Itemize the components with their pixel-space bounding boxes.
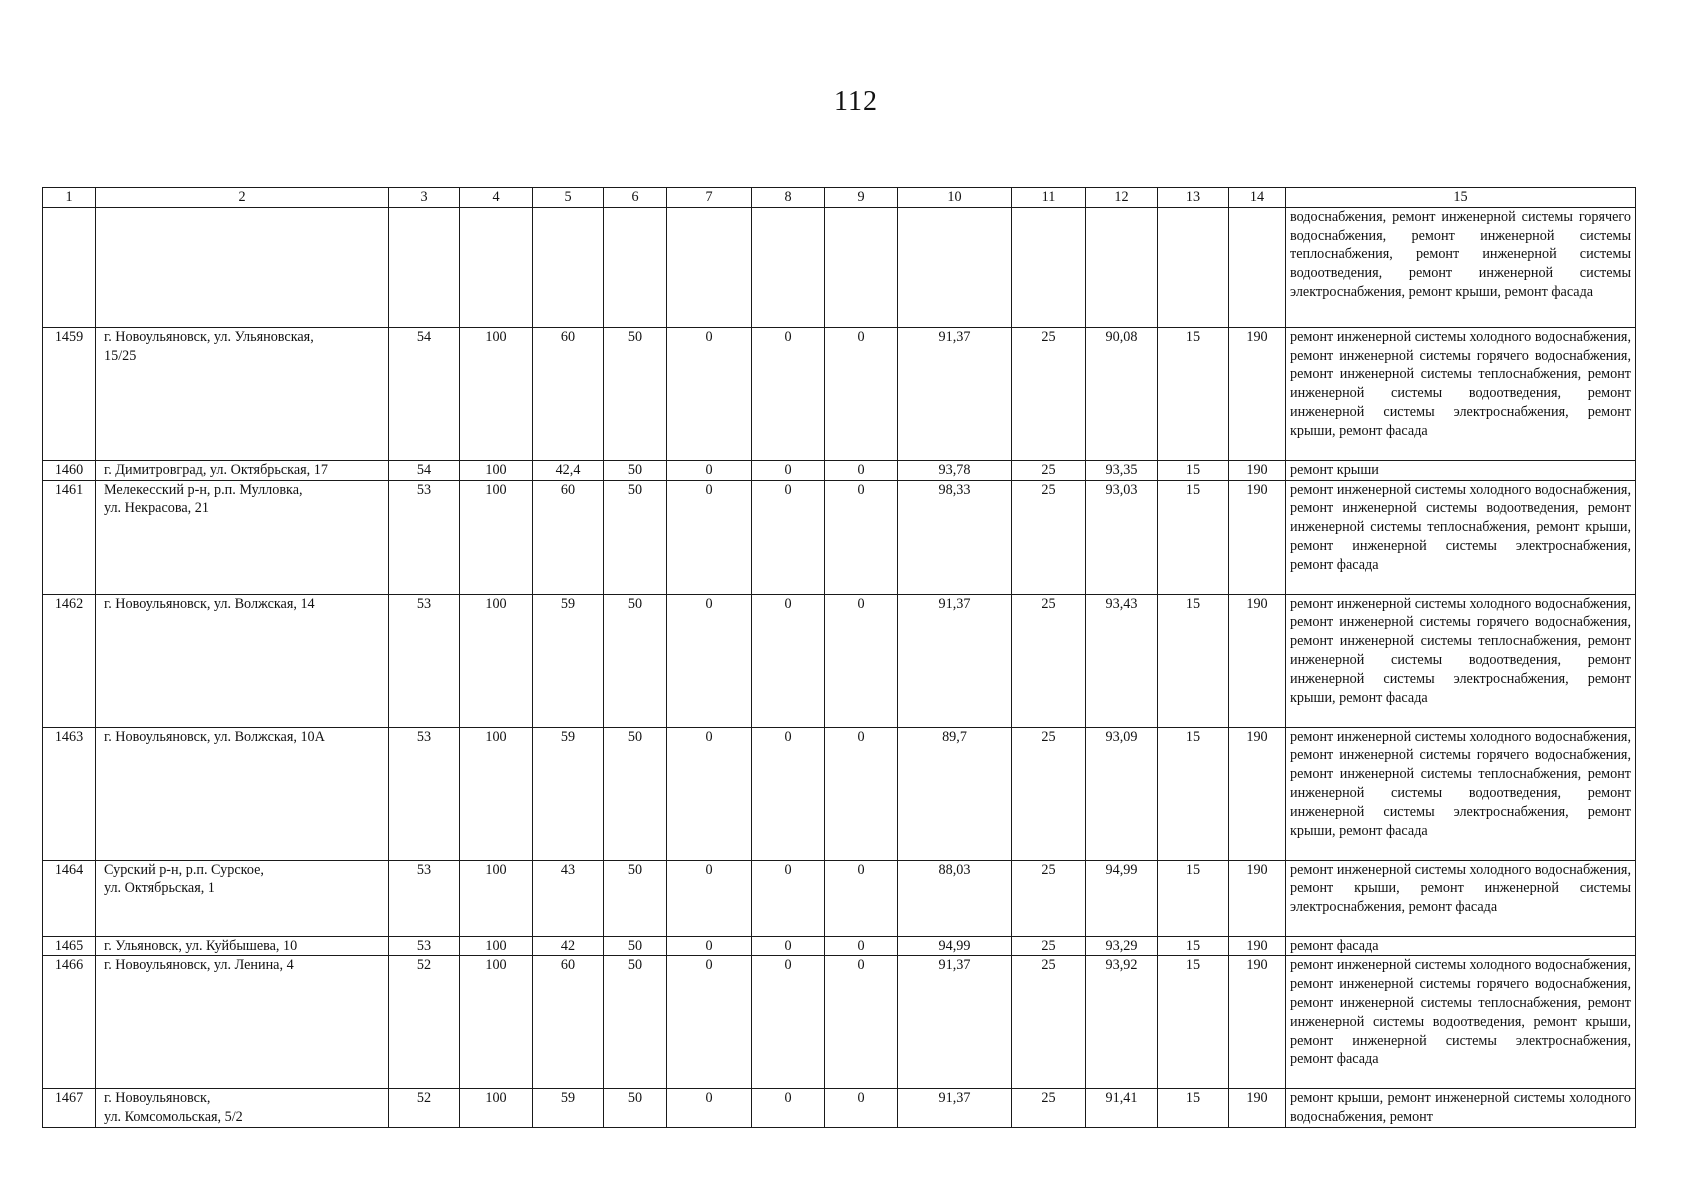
- value-cell-col-11: 25: [1012, 936, 1086, 956]
- row-number-cell: 1460: [43, 460, 96, 480]
- value-cell-col-6: 50: [604, 1089, 667, 1128]
- value-cell-col-4: 100: [460, 327, 533, 460]
- address-line: Сурский р-н, р.п. Сурское,: [104, 861, 264, 878]
- value-cell-col-8: 0: [752, 327, 825, 460]
- value-cell-col-10: [898, 207, 1012, 327]
- value-cell-col-13: 15: [1158, 860, 1229, 936]
- row-number-cell: 1459: [43, 327, 96, 460]
- value-cell-col-13: 15: [1158, 956, 1229, 1089]
- value-cell-col-9: 0: [825, 956, 898, 1089]
- value-cell-col-4: 100: [460, 1089, 533, 1128]
- value-cell-col-11: 25: [1012, 1089, 1086, 1128]
- value-cell-col-7: 0: [667, 1089, 752, 1128]
- value-cell-col-14: 190: [1229, 460, 1286, 480]
- table-row: [43, 460, 1636, 480]
- value-cell-col-10: 89,7: [898, 727, 1012, 860]
- value-cell-col-9: [825, 207, 898, 327]
- value-cell-col-3: [389, 207, 460, 327]
- value-cell-col-8: 0: [752, 860, 825, 936]
- value-cell-col-10: 91,37: [898, 594, 1012, 727]
- address-cell: [96, 956, 389, 1089]
- value-cell-col-8: 0: [752, 956, 825, 1089]
- column-number: 2: [96, 188, 389, 208]
- column-number: 8: [752, 188, 825, 208]
- value-cell-col-6: 50: [604, 860, 667, 936]
- value-cell-col-9: 0: [825, 327, 898, 460]
- column-number-header-row: [43, 188, 1636, 208]
- address-line: г. Новоульяновск, ул. Ульяновская,: [104, 328, 314, 345]
- value-cell-col-9: 0: [825, 480, 898, 594]
- value-cell-col-7: 0: [667, 727, 752, 860]
- address-cell: [96, 480, 389, 594]
- repair-works-cell: ремонт крыши, ремонт инженерной системы холодного водоснабжения, ремонт: [1286, 1089, 1636, 1128]
- value-cell-col-6: 50: [604, 480, 667, 594]
- address-line: г. Новоульяновск,: [104, 1090, 211, 1107]
- value-cell-col-12: 91,41: [1086, 1089, 1158, 1128]
- address-cell: [96, 207, 389, 327]
- repair-works-cell: ремонт инженерной системы холодного водоснабжения, ремонт инженерной системы горячего водоснабжения, ремонт инженерной системы теплоснабжения, ремонт инженерной системы водоотведения, ремонт инженерной системы электроснабжения, ремонт крыши, ремонт фасада: [1286, 727, 1636, 860]
- column-number: 5: [533, 188, 604, 208]
- address-cell: [96, 727, 389, 860]
- value-cell-col-8: 0: [752, 1089, 825, 1128]
- value-cell-col-5: 59: [533, 1089, 604, 1128]
- repair-works-cell: ремонт инженерной системы холодного водоснабжения, ремонт крыши, ремонт инженерной системы электроснабжения, ремонт фасада: [1286, 860, 1636, 936]
- value-cell-col-7: 0: [667, 594, 752, 727]
- column-number: 6: [604, 188, 667, 208]
- column-number: 13: [1158, 188, 1229, 208]
- value-cell-col-10: 91,37: [898, 1089, 1012, 1128]
- value-cell-col-4: 100: [460, 460, 533, 480]
- value-cell-col-9: 0: [825, 594, 898, 727]
- value-cell-col-9: 0: [825, 727, 898, 860]
- row-number-cell: [43, 207, 96, 327]
- address-line: ул. Некрасова, 21: [104, 500, 209, 517]
- value-cell-col-5: 60: [533, 956, 604, 1089]
- value-cell-col-14: 190: [1229, 480, 1286, 594]
- value-cell-col-4: 100: [460, 480, 533, 594]
- value-cell-col-9: 0: [825, 1089, 898, 1128]
- value-cell-col-6: 50: [604, 936, 667, 956]
- repair-registry-table: [42, 187, 1636, 1128]
- table-row: [43, 956, 1636, 1089]
- value-cell-col-9: 0: [825, 460, 898, 480]
- address-cell: [96, 460, 389, 480]
- value-cell-col-3: 53: [389, 480, 460, 594]
- value-cell-col-4: 100: [460, 594, 533, 727]
- row-number-cell: 1462: [43, 594, 96, 727]
- value-cell-col-4: 100: [460, 727, 533, 860]
- value-cell-col-14: 190: [1229, 956, 1286, 1089]
- table-row: [43, 327, 1636, 460]
- value-cell-col-11: 25: [1012, 327, 1086, 460]
- value-cell-col-4: [460, 207, 533, 327]
- address-line: Мелекесский р-н, р.п. Мулловка,: [104, 481, 303, 498]
- value-cell-col-10: 93,78: [898, 460, 1012, 480]
- page-number: 112: [834, 86, 878, 117]
- address-line: 15/25: [104, 347, 137, 364]
- repair-works-cell: ремонт инженерной системы холодного водоснабжения, ремонт инженерной системы горячего водоснабжения, ремонт инженерной системы теплоснабжения, ремонт инженерной системы водоотведения, ремонт крыши, ремонт инженерной системы электроснабжения, ремонт фасада: [1286, 956, 1636, 1089]
- value-cell-col-10: 94,99: [898, 936, 1012, 956]
- column-number: 4: [460, 188, 533, 208]
- value-cell-col-7: 0: [667, 460, 752, 480]
- row-number-cell: 1467: [43, 1089, 96, 1128]
- value-cell-col-8: 0: [752, 936, 825, 956]
- address-cell: [96, 936, 389, 956]
- value-cell-col-12: 94,99: [1086, 860, 1158, 936]
- value-cell-col-6: 50: [604, 327, 667, 460]
- column-number: 14: [1229, 188, 1286, 208]
- value-cell-col-13: 15: [1158, 1089, 1229, 1128]
- value-cell-col-8: 0: [752, 460, 825, 480]
- value-cell-col-5: 42,4: [533, 460, 604, 480]
- value-cell-col-3: 53: [389, 860, 460, 936]
- value-cell-col-12: 93,29: [1086, 936, 1158, 956]
- value-cell-col-12: 93,09: [1086, 727, 1158, 860]
- address-line: г. Новоульяновск, ул. Волжская, 10А: [104, 728, 325, 745]
- value-cell-col-5: 42: [533, 936, 604, 956]
- column-number: 11: [1012, 188, 1086, 208]
- value-cell-col-3: 53: [389, 594, 460, 727]
- value-cell-col-7: 0: [667, 860, 752, 936]
- value-cell-col-5: 59: [533, 727, 604, 860]
- address-line: г. Димитровград, ул. Октябрьская, 17: [104, 461, 328, 478]
- address-line: г. Ульяновск, ул. Куйбышева, 10: [104, 937, 298, 954]
- value-cell-col-11: 25: [1012, 594, 1086, 727]
- table-row: [43, 207, 1636, 327]
- value-cell-col-10: 91,37: [898, 327, 1012, 460]
- value-cell-col-12: 93,92: [1086, 956, 1158, 1089]
- value-cell-col-4: 100: [460, 860, 533, 936]
- value-cell-col-10: 98,33: [898, 480, 1012, 594]
- table-row: [43, 860, 1636, 936]
- address-line: ул. Комсомольская, 5/2: [104, 1109, 243, 1126]
- value-cell-col-13: 15: [1158, 936, 1229, 956]
- column-number: 12: [1086, 188, 1158, 208]
- value-cell-col-11: 25: [1012, 727, 1086, 860]
- value-cell-col-14: 190: [1229, 936, 1286, 956]
- value-cell-col-13: 15: [1158, 327, 1229, 460]
- value-cell-col-5: [533, 207, 604, 327]
- value-cell-col-7: [667, 207, 752, 327]
- value-cell-col-10: 88,03: [898, 860, 1012, 936]
- table-row: [43, 936, 1636, 956]
- value-cell-col-11: 25: [1012, 956, 1086, 1089]
- repair-works-cell: ремонт инженерной системы холодного водоснабжения, ремонт инженерной системы горячего водоснабжения, ремонт инженерной системы теплоснабжения, ремонт инженерной системы водоотведения, ремонт инженерной системы электроснабжения, ремонт крыши, ремонт фасада: [1286, 594, 1636, 727]
- row-number-cell: 1466: [43, 956, 96, 1089]
- value-cell-col-5: 59: [533, 594, 604, 727]
- value-cell-col-7: 0: [667, 956, 752, 1089]
- address-cell: [96, 594, 389, 727]
- value-cell-col-13: 15: [1158, 727, 1229, 860]
- table-row: [43, 594, 1636, 727]
- address-line: г. Новоульяновск, ул. Ленина, 4: [104, 957, 294, 974]
- value-cell-col-12: 90,08: [1086, 327, 1158, 460]
- address-line: г. Новоульяновск, ул. Волжская, 14: [104, 595, 315, 612]
- value-cell-col-4: 100: [460, 936, 533, 956]
- column-number: 3: [389, 188, 460, 208]
- value-cell-col-3: 53: [389, 727, 460, 860]
- value-cell-col-3: 54: [389, 460, 460, 480]
- value-cell-col-4: 100: [460, 956, 533, 1089]
- value-cell-col-7: 0: [667, 480, 752, 594]
- row-number-cell: 1465: [43, 936, 96, 956]
- repair-works-cell: ремонт фасада: [1286, 936, 1636, 956]
- column-number: 1: [43, 188, 96, 208]
- repair-works-cell: водоснабжения, ремонт инженерной системы горячего водоснабжения, ремонт инженерной системы теплоснабжения, ремонт инженерной системы водоотведения, ремонт инженерной системы электроснабжения, ремонт крыши, ремонт фасада: [1286, 207, 1636, 327]
- value-cell-col-13: 15: [1158, 594, 1229, 727]
- value-cell-col-3: 52: [389, 1089, 460, 1128]
- column-number: 10: [898, 188, 1012, 208]
- value-cell-col-12: [1086, 207, 1158, 327]
- repair-works-cell: ремонт инженерной системы холодного водоснабжения, ремонт инженерной системы водоотведения, ремонт инженерной системы теплоснабжения, ремонт крыши, ремонт инженерной системы электроснабжения, ремонт фасада: [1286, 480, 1636, 594]
- address-cell: [96, 860, 389, 936]
- value-cell-col-6: [604, 207, 667, 327]
- value-cell-col-14: 190: [1229, 860, 1286, 936]
- value-cell-col-6: 50: [604, 460, 667, 480]
- value-cell-col-13: 15: [1158, 480, 1229, 594]
- value-cell-col-12: 93,35: [1086, 460, 1158, 480]
- value-cell-col-14: 190: [1229, 727, 1286, 860]
- address-line: ул. Октябрьская, 1: [104, 880, 215, 897]
- column-number: 15: [1286, 188, 1636, 208]
- value-cell-col-8: [752, 207, 825, 327]
- value-cell-col-6: 50: [604, 594, 667, 727]
- value-cell-col-5: 60: [533, 327, 604, 460]
- value-cell-col-11: [1012, 207, 1086, 327]
- value-cell-col-3: 53: [389, 936, 460, 956]
- repair-works-cell: ремонт крыши: [1286, 460, 1636, 480]
- value-cell-col-14: 190: [1229, 327, 1286, 460]
- address-cell: [96, 1089, 389, 1128]
- value-cell-col-11: 25: [1012, 480, 1086, 594]
- value-cell-col-14: 190: [1229, 594, 1286, 727]
- value-cell-col-7: 0: [667, 327, 752, 460]
- value-cell-col-12: 93,03: [1086, 480, 1158, 594]
- value-cell-col-13: 15: [1158, 460, 1229, 480]
- value-cell-col-10: 91,37: [898, 956, 1012, 1089]
- value-cell-col-9: 0: [825, 936, 898, 956]
- value-cell-col-12: 93,43: [1086, 594, 1158, 727]
- table-row: [43, 1089, 1636, 1128]
- column-number: 9: [825, 188, 898, 208]
- row-number-cell: 1463: [43, 727, 96, 860]
- value-cell-col-3: 54: [389, 327, 460, 460]
- value-cell-col-8: 0: [752, 480, 825, 594]
- value-cell-col-11: 25: [1012, 860, 1086, 936]
- value-cell-col-7: 0: [667, 936, 752, 956]
- row-number-cell: 1464: [43, 860, 96, 936]
- value-cell-col-3: 52: [389, 956, 460, 1089]
- value-cell-col-14: 190: [1229, 1089, 1286, 1128]
- table-row: [43, 727, 1636, 860]
- value-cell-col-6: 50: [604, 727, 667, 860]
- value-cell-col-5: 60: [533, 480, 604, 594]
- value-cell-col-5: 43: [533, 860, 604, 936]
- table-row: [43, 480, 1636, 594]
- value-cell-col-13: [1158, 207, 1229, 327]
- value-cell-col-14: [1229, 207, 1286, 327]
- column-number: 7: [667, 188, 752, 208]
- value-cell-col-9: 0: [825, 860, 898, 936]
- value-cell-col-11: 25: [1012, 460, 1086, 480]
- address-cell: [96, 327, 389, 460]
- repair-works-cell: ремонт инженерной системы холодного водоснабжения, ремонт инженерной системы горячего водоснабжения, ремонт инженерной системы теплоснабжения, ремонт инженерной системы водоотведения, ремонт инженерной системы электроснабжения, ремонт крыши, ремонт фасада: [1286, 327, 1636, 460]
- value-cell-col-8: 0: [752, 727, 825, 860]
- value-cell-col-6: 50: [604, 956, 667, 1089]
- row-number-cell: 1461: [43, 480, 96, 594]
- value-cell-col-8: 0: [752, 594, 825, 727]
